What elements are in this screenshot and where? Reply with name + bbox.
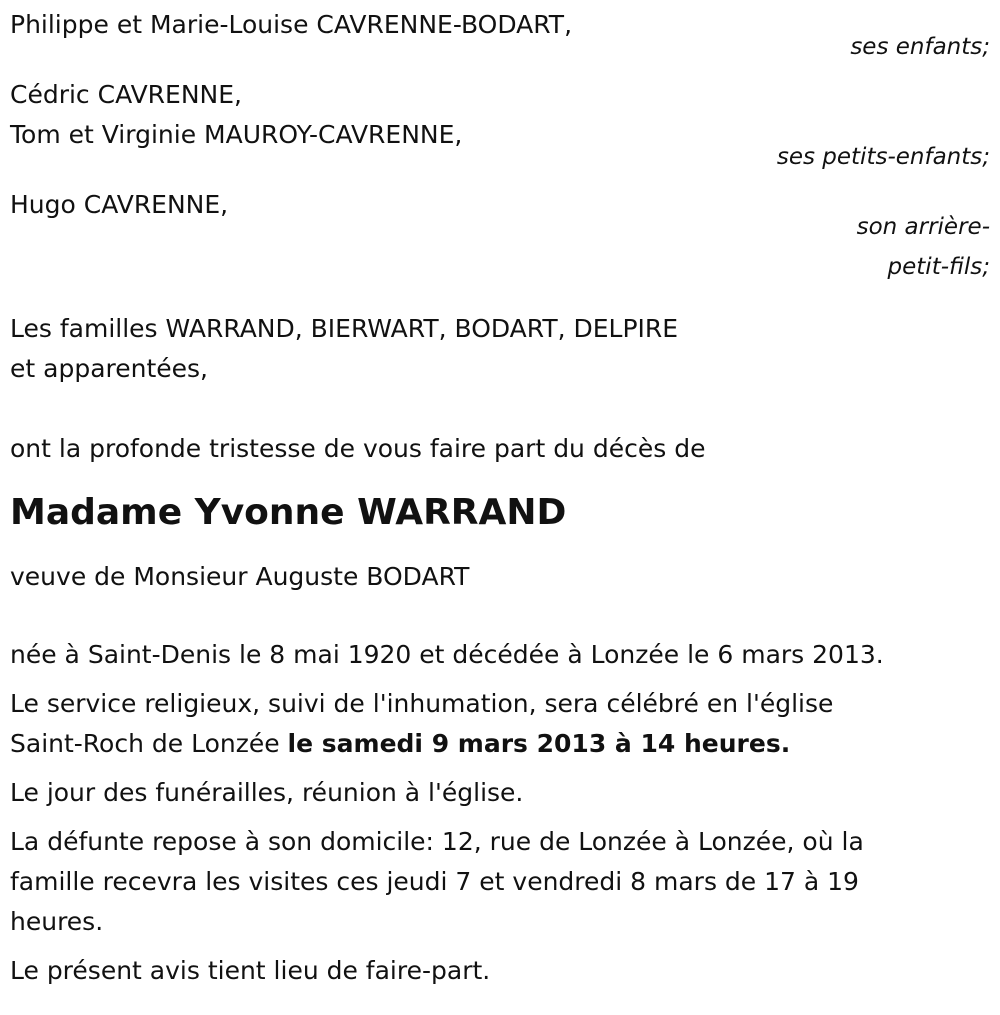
children-names: Philippe et Marie-Louise CAVRENNE-BODART,	[10, 10, 573, 39]
extended-families-cont: et apparentées,	[10, 354, 208, 383]
great-grandchild-role-line: petit-fils;	[887, 254, 990, 280]
grandchild-name: Cédric CAVRENNE,	[10, 80, 242, 109]
visitation-info-cont: famille recevra les visites ces jeudi 7 et vendredi 8 mars de 17 à 19	[10, 867, 859, 896]
service-info-cont	[10, 724, 990, 764]
notice-text: Le présent avis tient lieu de faire-part.	[10, 956, 491, 985]
grandchild-name: Tom et Virginie MAUROY-CAVRENNE,	[10, 120, 463, 149]
service-info: Le service religieux, suivi de l'inhumation, sera célébré en l'église	[10, 689, 834, 718]
visitation-info-end: heures.	[10, 907, 104, 936]
extended-families: Les familles WARRAND, BIERWART, BODART, DELPIRE	[10, 314, 679, 343]
widow-of: veuve de Monsieur Auguste BODART	[10, 562, 470, 591]
service-location: Saint-Roch de Lonzée	[10, 729, 288, 758]
birth-death-info: née à Saint-Denis le 8 mai 1920 et décédée à Lonzée le 6 mars 2013.	[10, 640, 884, 669]
announcement-intro: ont la profonde tristesse de vous faire part du décès de	[10, 434, 706, 463]
obituary-notice	[10, 5, 990, 991]
service-date: le samedi 9 mars 2013 à 14 heures.	[287, 729, 791, 758]
deceased-name: Madame Yvonne WARRAND	[10, 492, 567, 533]
grandchildren-role: ses petits-enfants;	[776, 144, 990, 170]
visitation-info: La défunte repose à son domicile: 12, rue de Lonzée à Lonzée, où la	[10, 827, 864, 856]
great-grandchild-name: Hugo CAVRENNE,	[10, 190, 229, 219]
great-grandchild-role-line: son arrière-	[856, 214, 990, 240]
reunion-info: Le jour des funérailles, réunion à l'église.	[10, 778, 524, 807]
children-role: ses enfants;	[850, 34, 990, 60]
